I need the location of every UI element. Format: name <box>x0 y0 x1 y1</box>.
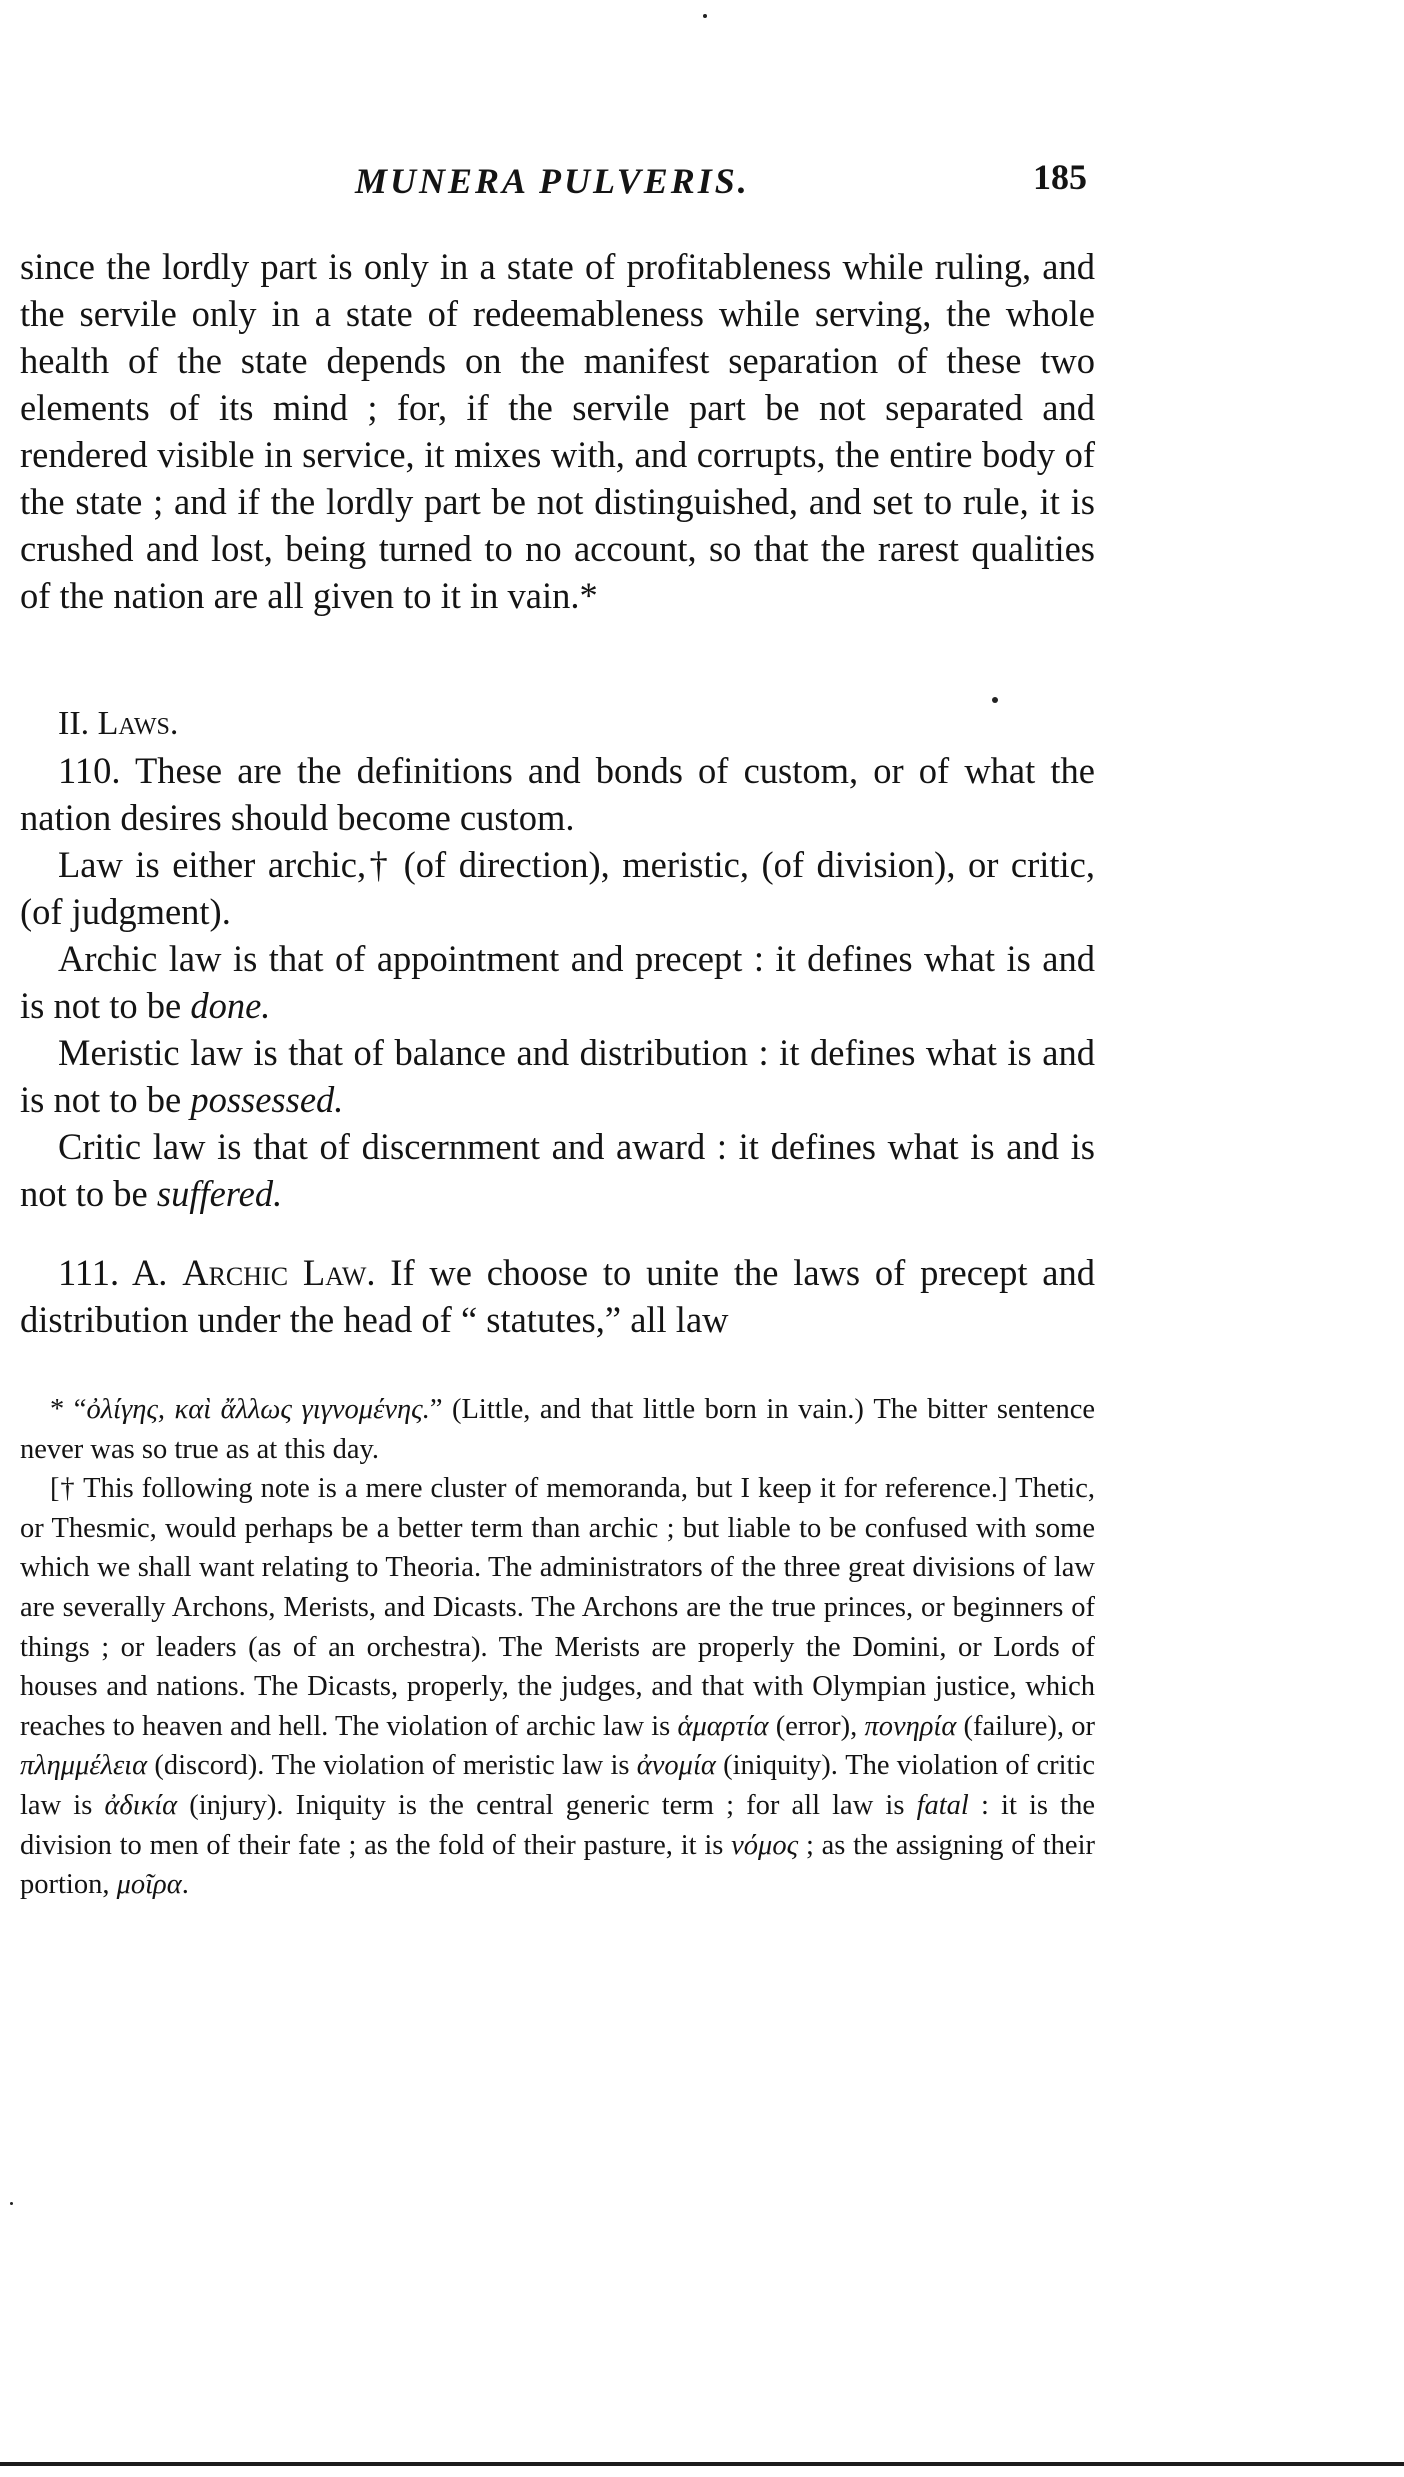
section-archic-law <box>20 1249 1095 1343</box>
greek-moira: μοῖρα <box>116 1869 182 1901</box>
greek-poneria: πονηρία <box>864 1710 957 1742</box>
fatal-emphasis: fatal <box>916 1789 969 1821</box>
print-speck <box>10 2202 13 2205</box>
paragraph-111 <box>20 1249 1095 1343</box>
greek-quote: ὀλίγης, καὶ ἄλλως γιγνομένης. <box>86 1394 430 1425</box>
paragraph-110: 110. These are the definitions and bonds of custom, or of what the nation desires should become custom. <box>20 750 1095 838</box>
paragraph-111-text: If we choose to unite the laws of precept and distribution under the head of “ statutes,” all law <box>20 1252 1095 1340</box>
page-number: 185 <box>1033 157 1087 197</box>
fn-text-f: (injury). Iniquity is the central generic term ; for all law is <box>177 1789 917 1821</box>
continued-paragraph <box>20 243 1095 619</box>
footnote-dagger <box>20 1469 1095 1905</box>
paragraph-archic <box>20 935 1095 1029</box>
footnote-star-text: ” (Little, and that little born in vain.) The bitter sentence never was so true as at this day. <box>20 1394 1095 1465</box>
paragraph-text: since the lordly part is only in a state of profitableness while ruling, and the servile only in a state of redeemableness while serving, the whole health of the state depends on the manifest separation of these two elements of its mind ; for, if the servile part be not separated and rendered visible in service, it mixes with, and corrupts, the entire body of the state ; and if the lordly part be not distinguished, and set to rule, it is crushed and lost, being turned to no account, so that the rarest qualities of the nation are all given to it in vain.* <box>20 246 1095 616</box>
meristic-emphasis: possessed. <box>190 1079 344 1120</box>
running-title: MUNERA PULVERIS. <box>355 161 750 201</box>
fn-text-e: (iniquity). The violation of critic law is <box>20 1750 1096 1821</box>
section-heading <box>20 700 1095 747</box>
fn-text-d: (discord). The violation of meristic law is <box>147 1750 637 1782</box>
meristic-text: Meristic law is that of balance and distribution : it defines what is and is not to be <box>20 1032 1095 1120</box>
section-title: Laws. <box>97 705 179 742</box>
fn-text-c: (failure), or <box>956 1710 1095 1742</box>
fn-text-h: ; as the assigning of their portion, <box>20 1829 1095 1901</box>
greek-anomia: ἀνομία <box>636 1750 716 1782</box>
fn-text-g: : it is the division to men of their fate ; as the fold of their pasture, it is <box>20 1789 1095 1861</box>
greek-adikia: ἀδικία <box>104 1789 178 1821</box>
running-header <box>0 157 1404 210</box>
archic-law-heading: Archic Law. <box>182 1252 376 1293</box>
archic-text: Archic law is that of appointment and precept : it defines what is and is not to be <box>20 938 1095 1026</box>
paragraph-meristic <box>20 1029 1095 1123</box>
greek-nomos: νόμος <box>731 1829 799 1861</box>
fn-text-b: (error), <box>768 1710 865 1742</box>
page-bottom-edge <box>0 2462 1404 2466</box>
section-number: II. <box>58 705 90 742</box>
paragraph-critic <box>20 1123 1095 1217</box>
paragraph-number: 111. A. <box>58 1252 168 1293</box>
paragraph-law-kinds: Law is either archic,† (of direction), meristic, (of division), or critic, (of judgment). <box>20 844 1095 932</box>
fn-text-a: [† This following note is a mere cluster of memoranda, but I keep it for reference.] Thetic, or Thesmic, would perhaps be a better term than archic ; but liable to be confused with some which we shall want relating to Theoria. The administrators of the three great divisions of law are severally Archons, Merists, and Dicasts. The Archons are the true princes, or beginners of things ; or leaders (as of an orchestra). The Merists are properly the Domini, or Lords of houses and nations. The Dicasts, properly, the judges, and that with Olympian justice, which reaches to heaven and hell. The violation of archic law is <box>20 1473 1095 1742</box>
footnote-star-mark: * “ <box>50 1394 87 1425</box>
greek-plemmeleia: πλημμέλεια <box>20 1750 148 1782</box>
archic-emphasis: done. <box>190 985 271 1026</box>
fn-text-end: . <box>181 1869 189 1901</box>
print-speck <box>992 697 998 703</box>
footnotes <box>20 1390 1095 1905</box>
greek-hamartia: ἁμαρτία <box>677 1710 769 1742</box>
critic-emphasis: suffered. <box>156 1173 283 1214</box>
print-speck <box>703 14 707 18</box>
section-laws <box>20 700 1095 1217</box>
critic-text: Critic law is that of discernment and award : it defines what is and is not to be <box>20 1126 1095 1214</box>
footnote-star <box>20 1390 1095 1469</box>
